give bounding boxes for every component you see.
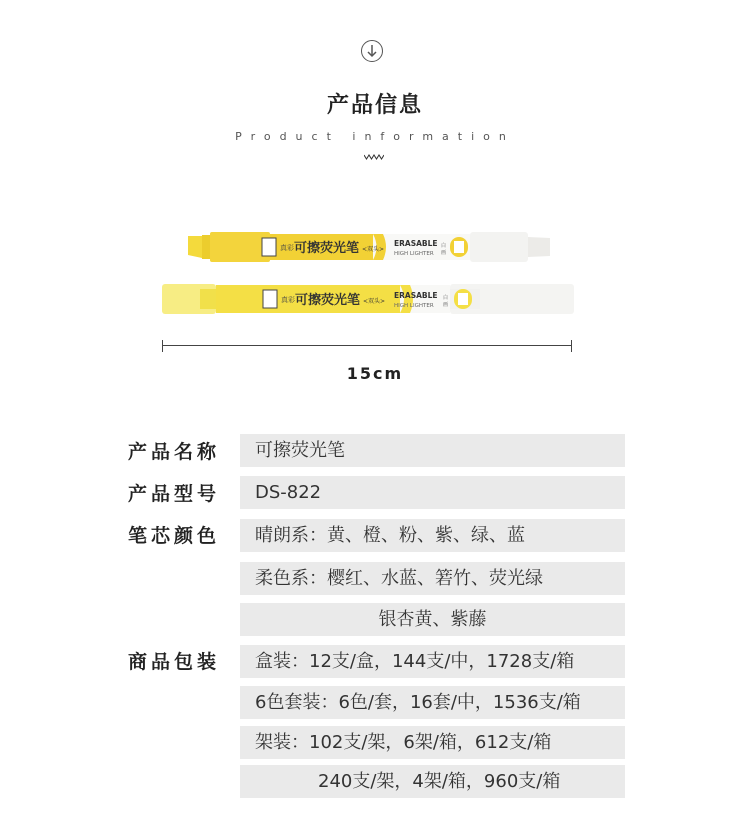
svg-text:ERASABLE: ERASABLE <box>394 291 438 300</box>
spec-label-pack: 商品包装 <box>128 651 221 673</box>
spec-value-name: 可擦荧光笔 <box>240 434 625 467</box>
svg-text:白: 白 <box>441 243 447 249</box>
pen-name: 可擦荧光笔 <box>294 241 360 256</box>
size-ruler <box>162 340 572 352</box>
wave-divider-icon <box>364 154 384 160</box>
highlighter-pen <box>162 281 574 317</box>
page-title: 产品信息 <box>326 93 423 118</box>
svg-text:HIGH LIGHTER: HIGH LIGHTER <box>394 303 434 309</box>
svg-text:画: 画 <box>443 302 449 308</box>
size-label: 15cm <box>346 364 404 383</box>
spec-value-pack: 架装：102支/架，6架/箱，612支/箱 <box>240 726 625 759</box>
spec-value-pack: 6色套装：6色/套，16套/中，1536支/箱 <box>240 686 625 719</box>
svg-text:画: 画 <box>441 250 447 256</box>
spec-label-name: 产品名称 <box>128 441 221 463</box>
spec-label-color: 笔芯颜色 <box>128 525 221 547</box>
spec-value-pack: 盒装：12支/盒，144支/中，1728支/箱 <box>240 645 625 678</box>
svg-text:白: 白 <box>443 295 449 301</box>
svg-text:HIGH LIGHTER: HIGH LIGHTER <box>394 251 434 257</box>
svg-text:<双头>: <双头> <box>362 246 385 253</box>
spec-value-color: 银杏黄、紫藤 <box>240 603 625 636</box>
svg-text:真彩: 真彩 <box>281 296 295 304</box>
spec-value-color: 晴朗系：黄、橙、粉、紫、绿、蓝 <box>240 519 625 552</box>
spec-value-pack: 240支/架，4架/箱，960支/箱 <box>240 765 625 798</box>
svg-text:真彩: 真彩 <box>280 244 294 252</box>
highlighter-pen <box>188 228 550 266</box>
svg-text:ERASABLE: ERASABLE <box>394 239 438 248</box>
svg-text:<双头>: <双头> <box>363 298 386 305</box>
spec-value-model: DS-822 <box>240 476 625 509</box>
spec-value-color: 柔色系：樱红、水蓝、箬竹、荧光绿 <box>240 562 625 595</box>
down-arrow-circle-icon <box>361 40 383 62</box>
page-subtitle: Product information <box>235 130 515 143</box>
pen-name: 可擦荧光笔 <box>295 293 361 308</box>
spec-label-model: 产品型号 <box>128 483 221 505</box>
